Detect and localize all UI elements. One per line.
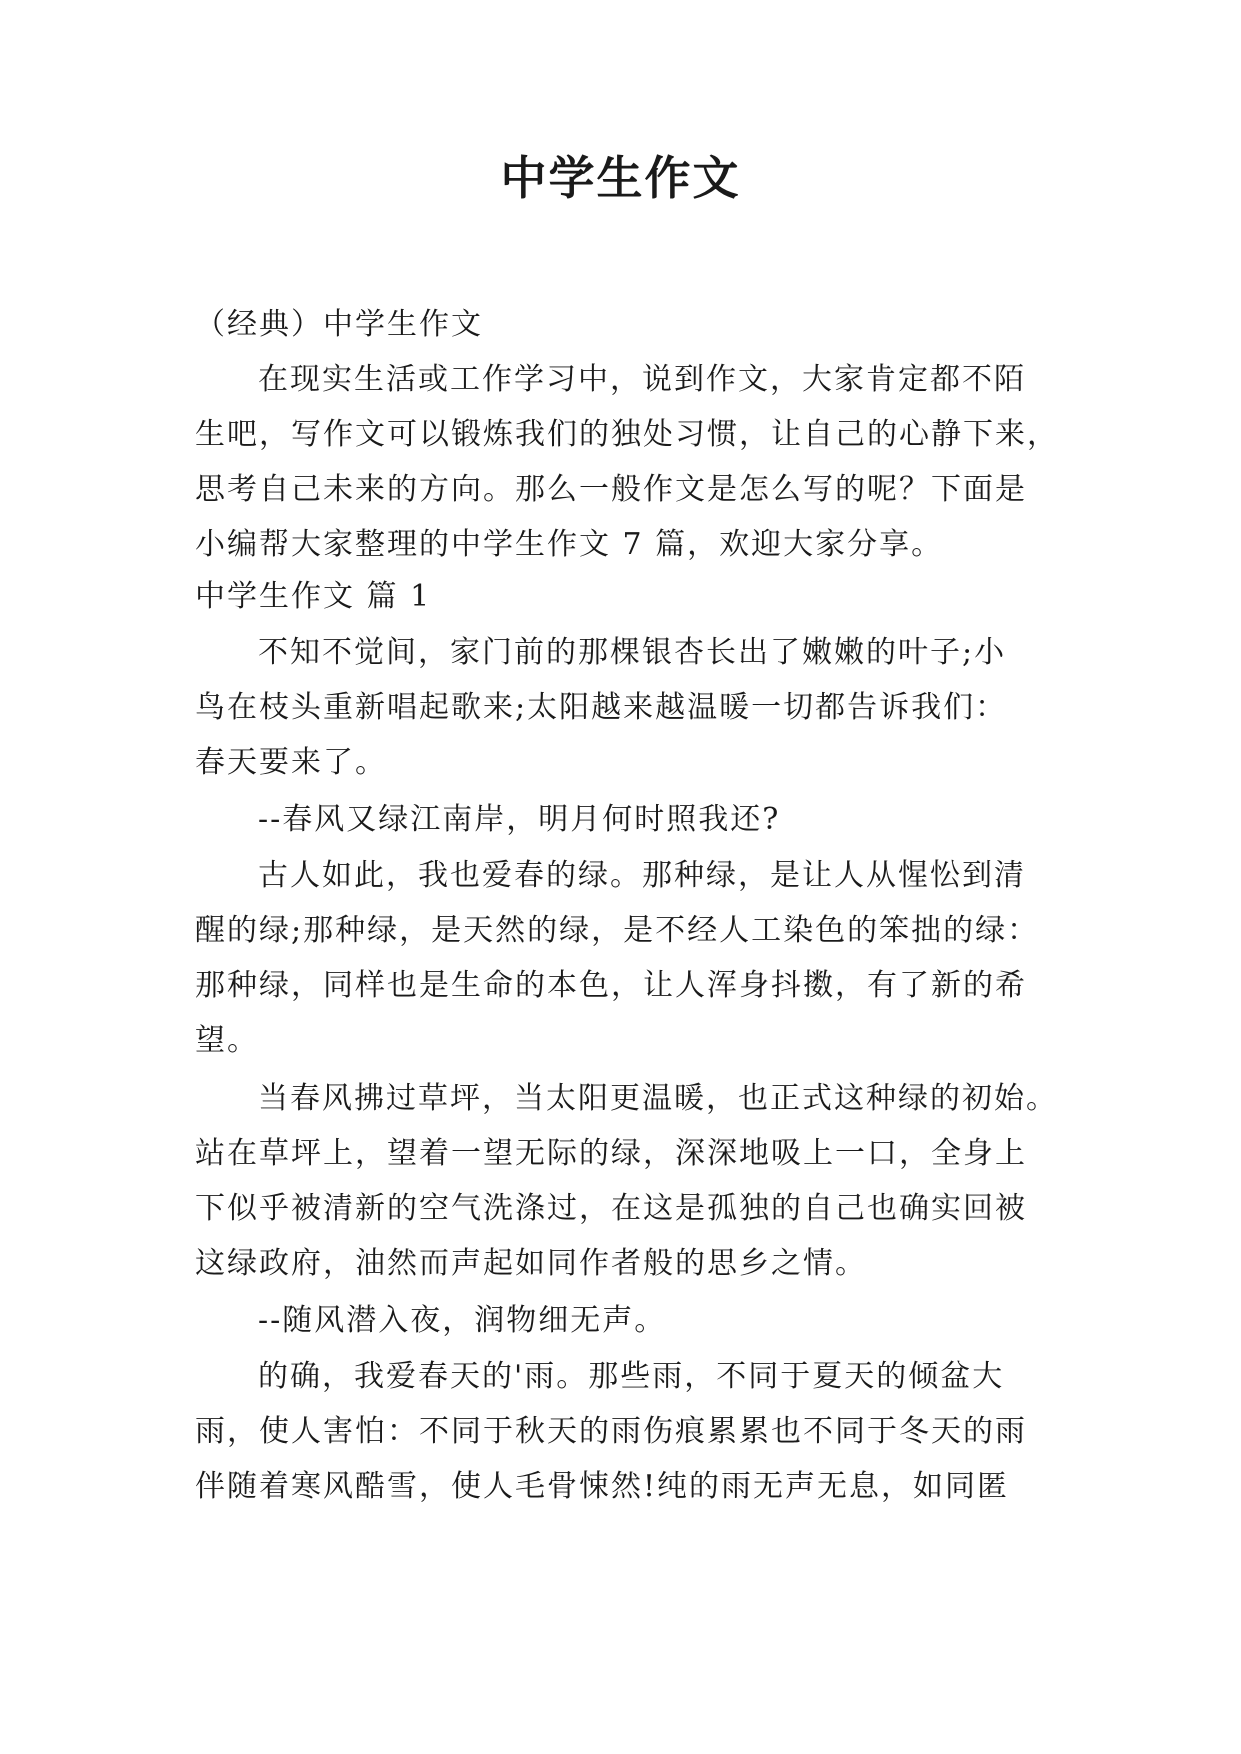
paragraph-4-line-3: 伴随着寒风酷雪，使人毛骨悚然!纯的雨无声无息，如同匿 <box>195 1469 1010 1504</box>
quote-line-1: --春风又绿江南岸，明月何时照我还? <box>258 802 781 837</box>
paragraph-3-line-1: 当春风拂过草坪，当太阳更温暖，也正式这种绿的初始。 <box>258 1081 1058 1116</box>
paragraph-1-line-2: 鸟在枝头重新唱起歌来;太阳越来越温暖一切都告诉我们： <box>195 690 1008 725</box>
quote-line-2: --随风潜入夜，润物细无声。 <box>258 1303 667 1338</box>
document-title: 中学生作文 <box>500 151 741 205</box>
intro-line-4: 小编帮大家整理的中学生作文 7 篇，欢迎大家分享。 <box>195 527 944 562</box>
paragraph-2-line-1: 古人如此，我也爱春的绿。那种绿，是让人从惺忪到清 <box>258 858 1026 893</box>
subtitle-line: （经典）中学生作文 <box>195 307 483 342</box>
paragraph-3-line-3: 下似乎被清新的空气洗涤过，在这是孤独的自己也确实回被 <box>195 1191 1027 1226</box>
section-heading: 中学生作文 篇 1 <box>195 579 432 614</box>
paragraph-4-line-2: 雨，使人害怕：不同于秋天的雨伤痕累累也不同于冬天的雨 <box>195 1414 1027 1449</box>
paragraph-2-line-4: 望。 <box>195 1023 259 1058</box>
paragraph-2-line-3: 那种绿，同样也是生命的本色，让人浑身抖擞，有了新的希 <box>195 968 1027 1003</box>
paragraph-3-line-2: 站在草坪上，望着一望无际的绿，深深地吸上一口，全身上 <box>195 1136 1027 1171</box>
paragraph-2-line-2: 醒的绿;那种绿，是天然的绿，是不经人工染色的笨拙的绿： <box>195 913 1040 948</box>
intro-line-1: 在现实生活或工作学习中，说到作文，大家肯定都不陌 <box>258 362 1026 397</box>
paragraph-4-line-1: 的确，我爱春天的'雨。那些雨，不同于夏天的倾盆大 <box>258 1359 1005 1394</box>
intro-line-2: 生吧，写作文可以锻炼我们的独处习惯，让自己的心静下来， <box>195 417 1059 452</box>
paragraph-1-line-1: 不知不觉间，家门前的那棵银杏长出了嫩嫩的叶子;小 <box>258 635 1007 670</box>
paragraph-1-line-3: 春天要来了。 <box>195 745 387 780</box>
intro-line-3: 思考自己未来的方向。那么一般作文是怎么写的呢？下面是 <box>195 472 1027 507</box>
paragraph-3-line-4: 这绿政府，油然而声起如同作者般的思乡之情。 <box>195 1246 867 1281</box>
